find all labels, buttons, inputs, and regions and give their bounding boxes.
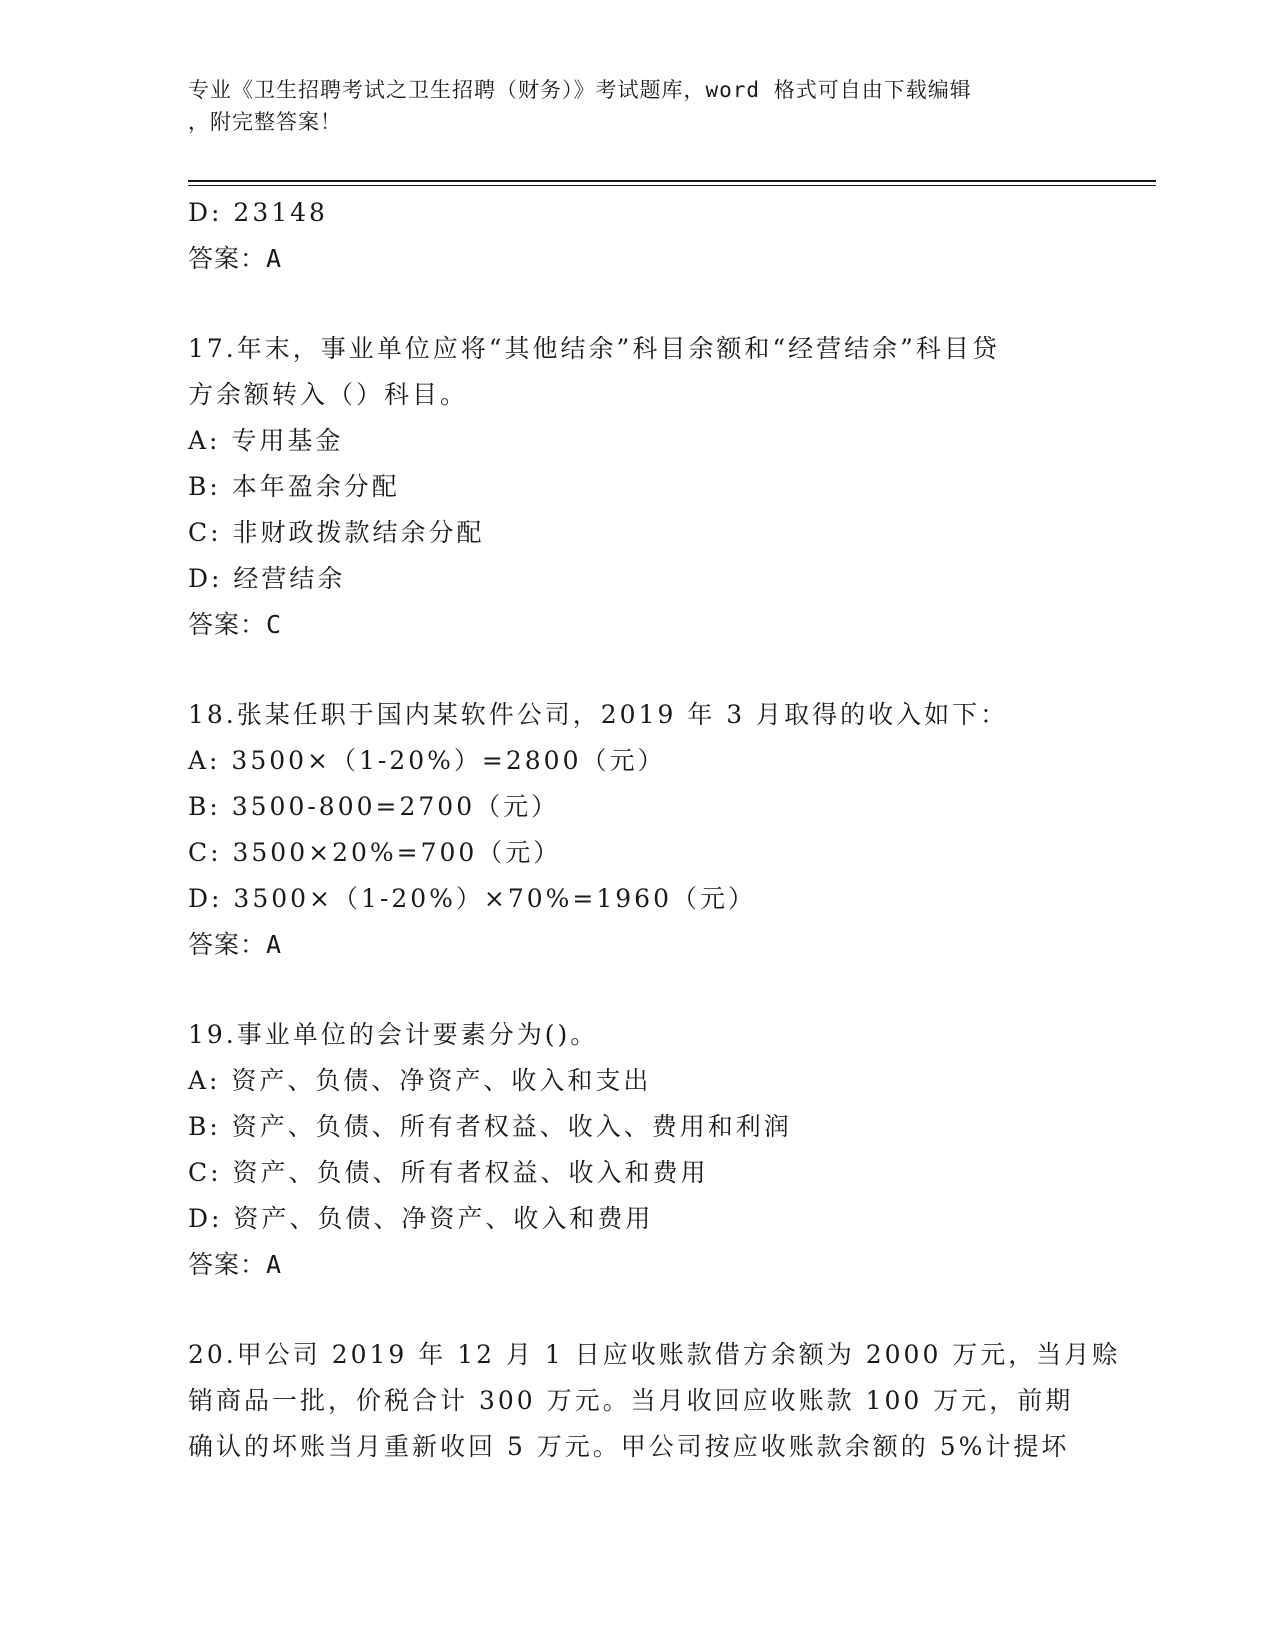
question-19 [188,1012,1088,1288]
option-a: A: 资产、负债、净资产、收入和支出 [188,1066,652,1095]
header-line-2: ，附完整答案！ [188,110,342,134]
option-c: C: 3500×20%=700（元） [188,838,562,867]
header-divider-thick [188,180,1156,182]
question-stem: 19.事业单位的会计要素分为()。 [188,1020,599,1049]
answer-line: 答案：A [188,1250,283,1279]
question-stem: 17.年末，事业单位应将“其他结余”科目余额和“经营结余”科目贷 [188,334,1000,363]
document-body [188,190,1121,1470]
answer-line: 答案：A [188,244,283,273]
question-stem: 销商品一批，价税合计 300 万元。当月收回应收账款 100 万元，前期 [188,1386,1074,1415]
question-16-tail [188,190,1088,282]
question-stem: 方余额转入（）科目。 [188,380,469,409]
document-header [188,74,1088,138]
question-stem: 确认的坏账当月重新收回 5 万元。甲公司按应收账款余额的 5%计提坏 [188,1432,1070,1461]
spacer [188,1288,1088,1332]
spacer [188,282,1088,326]
spacer [188,648,1088,692]
spacer [188,968,1088,1012]
question-stem: 20.甲公司 2019 年 12 月 1 日应收账款借方余额为 2000 万元，当月赊 [188,1340,1121,1369]
option-a: A: 专用基金 [188,426,344,455]
option-b: B: 本年盈余分配 [188,472,400,501]
option-d: D: 23148 [188,198,328,227]
option-c: C: 非财政拨款结余分配 [188,518,485,547]
header-divider-thin [188,185,1156,186]
question-stem: 18.张某任职于国内某软件公司，2019 年 3 月取得的收入如下： [188,700,1009,729]
question-18 [188,692,1088,968]
option-b: B: 3500-800=2700（元） [188,792,560,821]
option-b: B: 资产、负债、所有者权益、收入、费用和利润 [188,1112,792,1141]
question-20 [188,1332,1121,1470]
option-c: C: 资产、负债、所有者权益、收入和费用 [188,1158,709,1187]
option-a: A: 3500×（1-20%）=2800（元） [188,746,666,775]
option-d: D: 资产、负债、净资产、收入和费用 [188,1204,654,1233]
question-17 [188,326,1088,648]
option-d: D: 3500×（1-20%）×70%=1960（元） [188,884,756,913]
option-d: D: 经营结余 [188,564,346,593]
answer-line: 答案：C [188,610,283,639]
answer-line: 答案：A [188,930,283,959]
header-line-1: 专业《卫生招聘考试之卫生招聘（财务）》考试题库，word 格式可自由下载编辑 [188,78,972,102]
